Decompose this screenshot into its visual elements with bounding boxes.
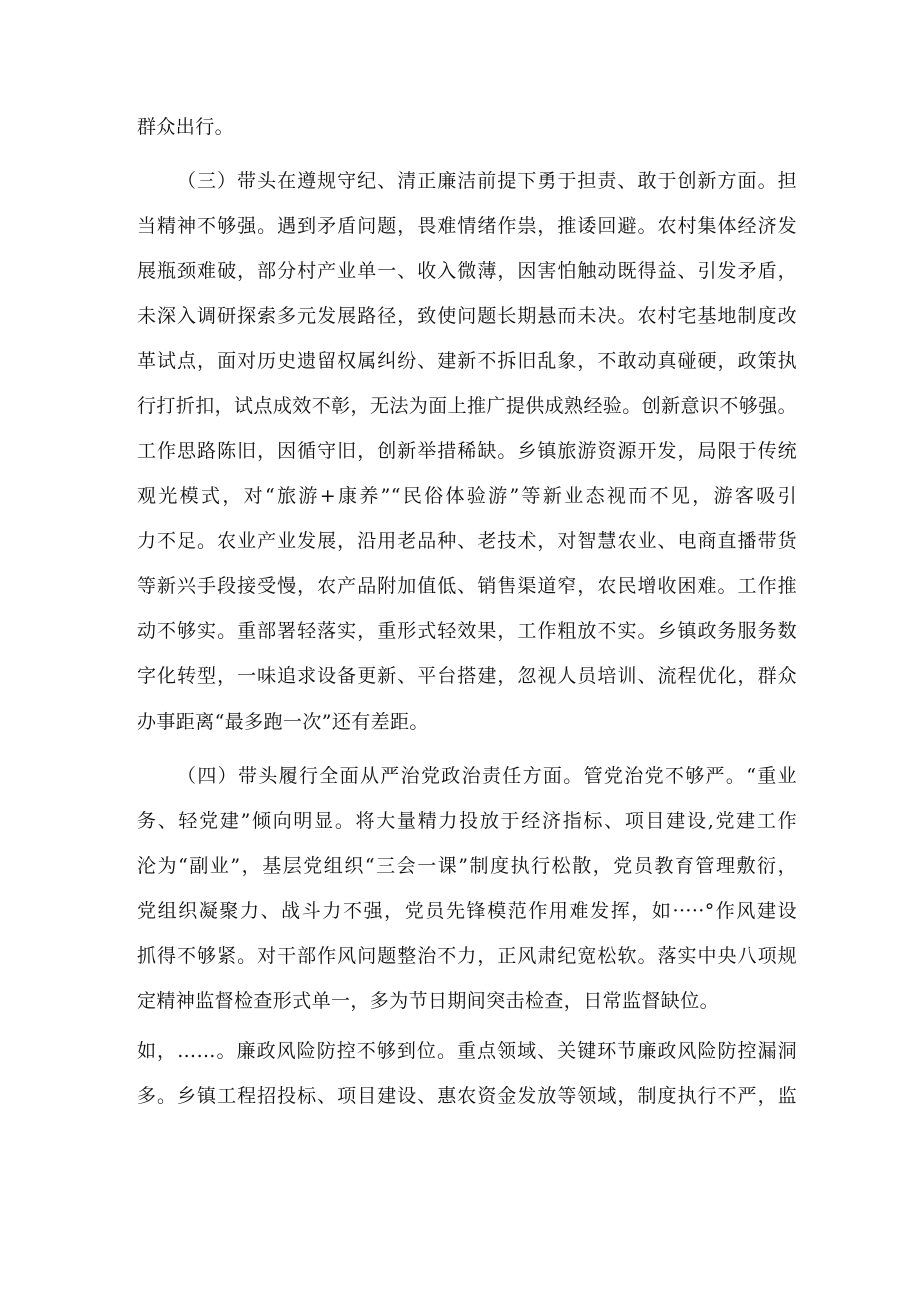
text-line: 未深入调研探索多元发展路径，致使问题长期悬而未决。农村宅基地制度改 <box>137 305 797 327</box>
text-line: 观光模式，对“旅游+康养”“民俗体验游”等新业态视而不见，游客吸引 <box>137 485 797 507</box>
text-line: 定精神监督检查形式单一，多为节日期间突击检查，日常监督缺位。 <box>137 990 720 1012</box>
text-line: 党组织凝聚力、战斗力不强，党员先锋模范作用难发挥，如·····°作风建设 <box>137 900 797 922</box>
text-line: 字化转型，一味追求设备更新、平台搭建，忽视人员培训、流程优化，群众 <box>137 665 797 687</box>
text-line: 力不足。农业产业发展，沿用老品种、老技术，对智慧农业、电商直播带货 <box>137 530 797 552</box>
text-line: 革试点，面对历史遗留权属纠纷、建新不拆旧乱象，不敢动真碰硬，政策执 <box>137 350 797 372</box>
text-line: 群众出行。 <box>137 116 235 138</box>
text-line: 办事距离“最多跑一次”还有差距。 <box>137 711 429 733</box>
text-line: 沦为“副业”，基层党组织“三会一课”制度执行松散，党员教育管理敷衍， <box>137 855 797 877</box>
text-line: 展瓶颈难破，部分村产业单一、收入微薄，因害怕触动既得益、引发矛盾， <box>137 260 797 282</box>
text-line: 行打折扣，试点成效不彰，无法为面上推广提供成熟经验。创新意识不够强。 <box>137 395 797 417</box>
text-line: 等新兴手段接受慢，农产品附加值低、销售渠道窄，农民增收困难。工作推 <box>137 575 797 597</box>
paragraph-3-heading-line: （三）带头在遵规守纪、清正廉洁前提下勇于担责、敢于创新方面。担 <box>177 170 797 192</box>
text-line: 当精神不够强。遇到矛盾问题，畏难情绪作祟，推诿回避。农村集体经济发 <box>137 215 797 237</box>
text-line: 多。乡镇工程招投标、项目建设、惠农资金发放等领域，制度执行不严，监 <box>137 1085 797 1107</box>
paragraph-4-heading-line: （四）带头履行全面从严治党政治责任方面。管党治党不够严。“重业 <box>177 765 797 787</box>
text-line: 动不够实。重部署轻落实，重形式轻效果，工作粗放不实。乡镇政务服务数 <box>137 620 797 642</box>
text-line: 如，……。廉政风险防控不够到位。重点领域、关键环节廉政风险防控漏洞 <box>137 1040 797 1062</box>
text-line: 工作思路陈旧，因循守旧，创新举措稀缺。乡镇旅游资源开发，局限于传统 <box>137 440 797 462</box>
text-line: 抓得不够紧。对干部作风问题整治不力，正风肃纪宽松软。落实中央八项规 <box>137 945 797 967</box>
text-line: 务、轻党建”倾向明显。将大量精力投放于经济指标、项目建设,党建工作 <box>137 810 797 832</box>
